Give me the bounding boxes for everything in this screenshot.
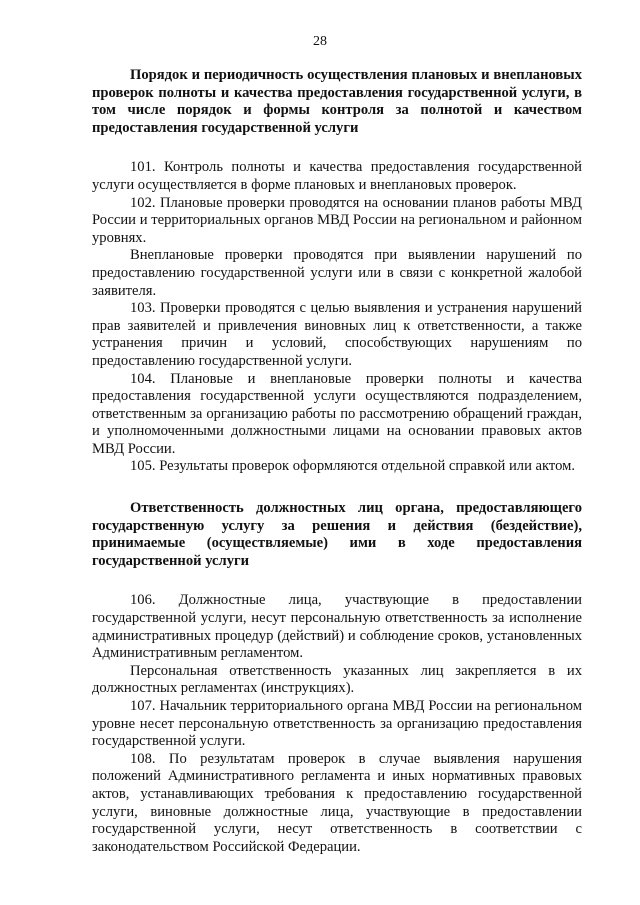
section-heading-responsibility: Ответственность должностных лиц органа, предоставляющего государственную услугу за решения и действия (бездействие), принимаемые (осуществляемые) ими в ходе предоставления государственной услуги	[92, 500, 582, 569]
paragraph-105: 105. Результаты проверок оформляются отдельной справкой или актом.	[130, 458, 575, 475]
paragraph-104: 104. Плановые и внеплановые проверки полноты и качества предоставления государственной услуги осуществляются подразделением, ответственным за организацию работы по рассмотрению обращений граждан, и уполномоченными должностными лицами на основании правовых актов МВД России.	[92, 370, 582, 457]
paragraph-107: 107. Начальник территориального органа МВД России на региональном уровне несет персональную ответственность за организацию предоставления государственной услуги.	[92, 698, 582, 750]
paragraph-108: 108. По результатам проверок в случае выявления нарушения положений Административного регламента и иных нормативных правовых актов, устанавливающих требования к предоставлению государственной услуги, виновные должностные лица, участвующие в предоставлении государственной услуги, несут ответственность в соответствии с законодательством Российской Федерации.	[92, 750, 582, 855]
paragraph-106: 106. Должностные лица, участвующие в предоставлении государственной услуги, несут персональную ответственность за исполнение административных процедур (действий) и соблюдение сроков, установленных Административным регламентом.	[92, 592, 582, 662]
paragraph-unplanned-checks: Внеплановые проверки проводятся при выявлении нарушений по предоставлению государственной услуги или в связи с конкретной жалобой заявителя.	[92, 247, 582, 299]
paragraph-103: 103. Проверки проводятся с целью выявления и устранения нарушений прав заявителей и привлечения виновных лиц к ответственности, а также устранения причин и условий, способствующих нарушениям по предоставлению государственной услуги.	[92, 300, 582, 369]
page-number: 28	[313, 34, 327, 49]
document-body	[92, 67, 582, 856]
section-heading-control: Порядок и периодичность осуществления плановых и внеплановых проверок полноты и качества предоставления государственной услуги, в том числе порядок и формы контроля за полнотой и качеством предоставления государственной услуги	[92, 67, 582, 136]
paragraph-personal-responsibility: Персональная ответственность указанных лиц закрепляется в их должностных регламентах (инструкциях).	[92, 662, 582, 697]
paragraph-102: 102. Плановые проверки проводятся на основании планов работы МВД России и территориальных органов МВД России на региональном и районном уровнях.	[92, 194, 582, 246]
paragraph-101: 101. Контроль полноты и качества предоставления государственной услуги осуществляется в форме плановых и внеплановых проверок.	[92, 159, 582, 193]
